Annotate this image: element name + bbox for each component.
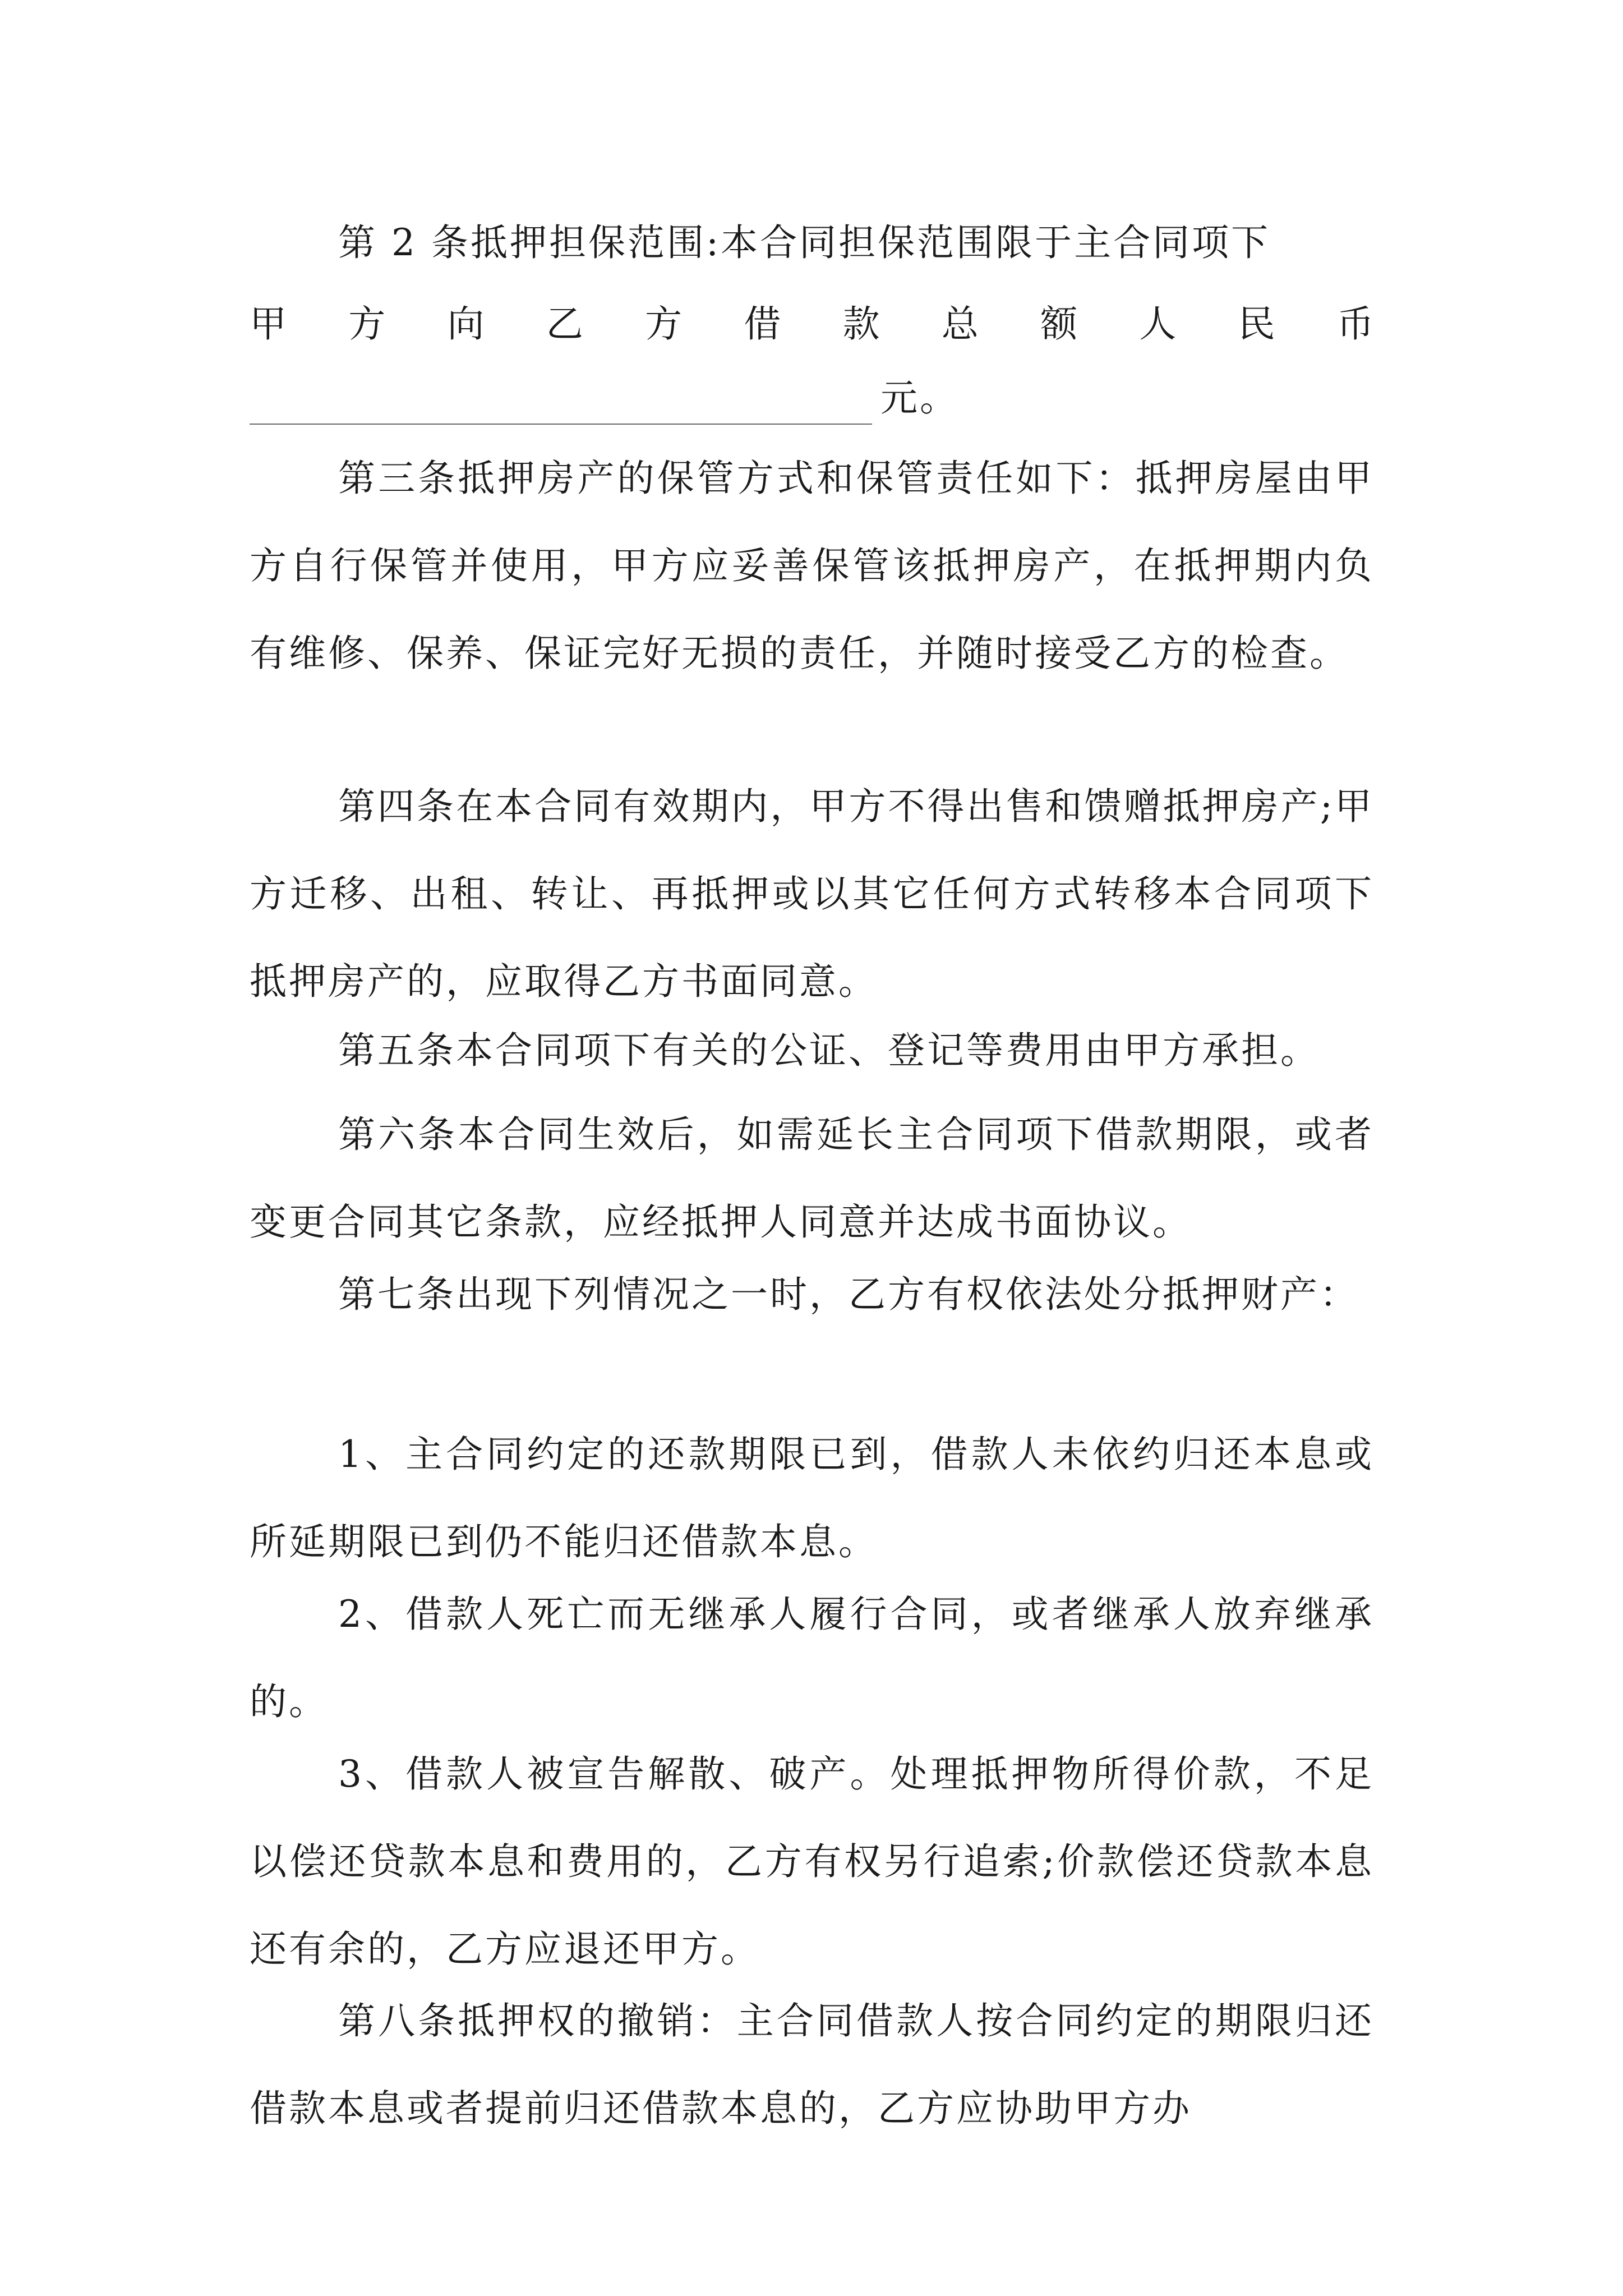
item-3: 3、借款人被宣告解散、破产。处理抵押物所得价款，不足以偿还贷款本息和费用的，乙方有权另行追索;价款偿还贷款本息还有余的，乙方应退还甲方。 bbox=[250, 1752, 1374, 1971]
spread-char: 总 bbox=[941, 302, 979, 346]
clause-7: 第七条出现下列情况之一时，乙方有权依法处分抵押财产： bbox=[338, 1273, 1359, 1316]
item-2: 2、借款人死亡而无继承人履行合同，或者继承人放弃继承的。 bbox=[250, 1593, 1374, 1723]
clause-2-line-3: 元。 bbox=[880, 376, 959, 420]
spread-char: 向 bbox=[447, 302, 485, 346]
spread-char: 甲 bbox=[250, 302, 287, 346]
clause-2-line-1: 第 2 条抵押担保范围:本合同担保范围限于主合同项下 bbox=[338, 221, 1271, 264]
clause-3: 第三条抵押房产的保管方式和保管责任如下：抵押房屋由甲方自行保管并使用，甲方应妥善保管该抵押房产，在抵押期内负有维修、保养、保证完好无损的责任，并随时接受乙方的检查。 bbox=[250, 457, 1374, 675]
spread-char: 借 bbox=[744, 302, 781, 346]
clause-5: 第五条本合同项下有关的公证、登记等费用由甲方承担。 bbox=[338, 1029, 1320, 1072]
clause-8: 第八条抵押权的撤销：主合同借款人按合同约定的期限归还借款本息或者提前归还借款本息的，乙方应协助甲方办 bbox=[250, 1999, 1374, 2130]
spread-char: 款 bbox=[842, 302, 880, 346]
spread-char: 乙 bbox=[546, 302, 583, 346]
spread-char: 民 bbox=[1238, 302, 1275, 346]
spread-char: 方 bbox=[348, 302, 386, 346]
amount-blank bbox=[250, 424, 872, 425]
spread-char: 方 bbox=[645, 302, 683, 346]
item-1: 1、主合同约定的还款期限已到，借款人未依约归还本息或所延期限已到仍不能归还借款本息。 bbox=[250, 1433, 1374, 1563]
clause-4: 第四条在本合同有效期内，甲方不得出售和馈赠抵押房产;甲方迁移、出租、转让、再抵押或以其它任何方式转移本合同项下抵押房产的，应取得乙方书面同意。 bbox=[250, 785, 1374, 1003]
clause-6: 第六条本合同生效后，如需延长主合同项下借款期限，或者变更合同其它条款，应经抵押人同意并达成书面协议。 bbox=[250, 1113, 1374, 1244]
spread-char: 币 bbox=[1336, 302, 1374, 346]
spread-char: 额 bbox=[1040, 302, 1078, 346]
spread-char: 人 bbox=[1139, 302, 1177, 346]
clause-2-line-2 bbox=[250, 280, 1374, 368]
